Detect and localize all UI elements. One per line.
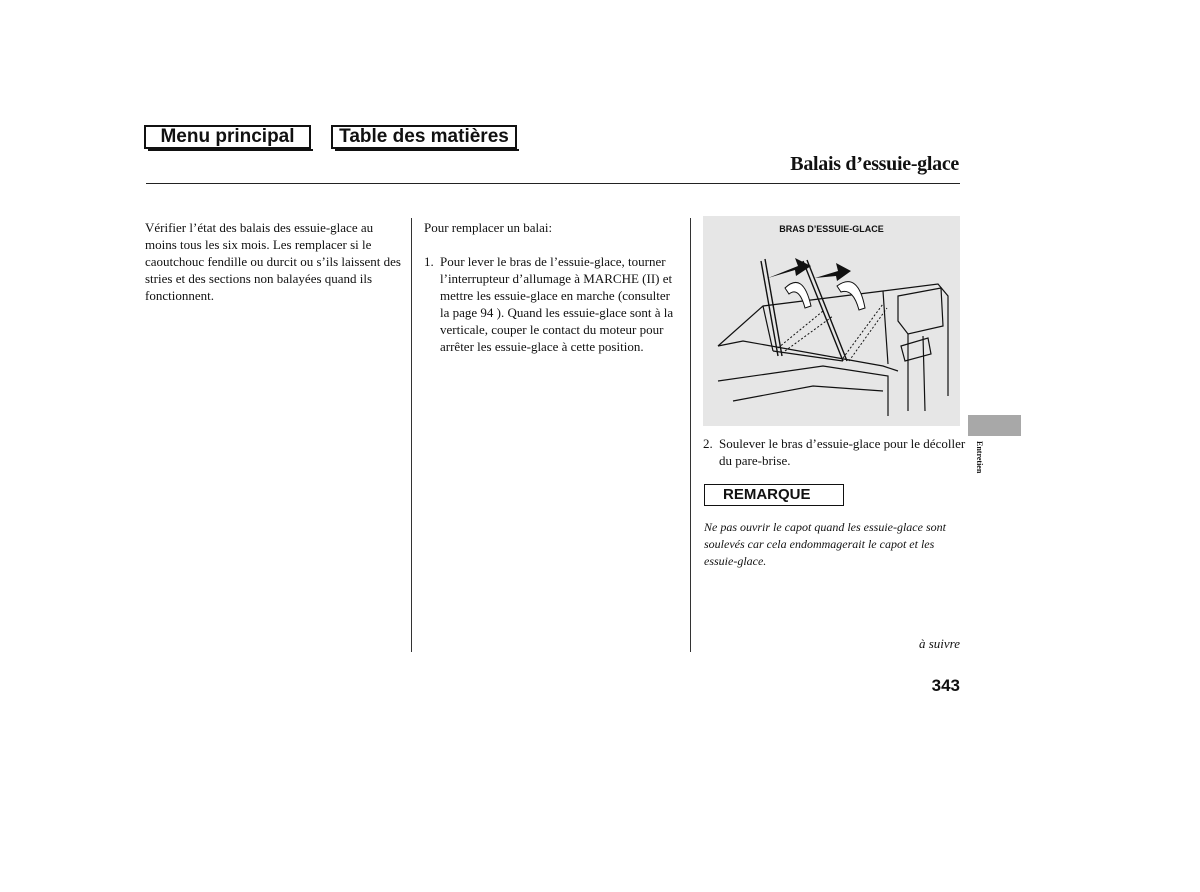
main-menu-button[interactable]: Menu principal	[144, 125, 311, 149]
replacement-column	[424, 219, 682, 355]
table-of-contents-button[interactable]: Table des matières	[331, 125, 517, 149]
column-divider	[690, 218, 691, 652]
continued-label: à suivre	[918, 636, 960, 651]
figure-label: BRAS D’ESSUIE-GLACE	[779, 224, 884, 234]
page-number: 343	[931, 676, 960, 695]
replacement-intro: Pour remplacer un balai:	[424, 220, 553, 235]
step-2	[703, 435, 977, 469]
note-heading: REMARQUE	[704, 484, 844, 506]
column-divider	[411, 218, 412, 652]
step-text: Soulever le bras d’essuie-glace pour le décoller du pare-brise.	[719, 436, 966, 468]
section-title: Balais d’essuie-glace	[790, 153, 959, 175]
wiper-arm-illustration	[703, 216, 960, 426]
note-text: Ne pas ouvrir le capot quand les essuie-glace sont soulevés car cela endommagerait le capot et les essuie-glace.	[704, 520, 946, 568]
step-number: 1.	[424, 254, 434, 269]
step-number: 2.	[703, 436, 713, 451]
header-divider	[146, 183, 960, 184]
section-tab-label: Entretien	[975, 441, 984, 474]
step-1	[424, 253, 682, 355]
step-text: Pour lever le bras de l’essuie-glace, tourner l’interrupteur d’allumage à MARCHE (II) et mettre les essuie-glace en marche (consulter la page 94 ). Quand les essuie-glace sont à la verticale, couper le contact du moteur pour arrêter les essuie-glace à cette position.	[440, 254, 674, 354]
section-tab	[968, 415, 1021, 436]
car-windshield-drawing	[703, 216, 960, 426]
inspection-paragraph: Vérifier l’état des balais des essuie-glace au moins tous les six mois. Les remplacer si le caoutchouc fendille ou durcit ou s’ils laissent des stries et des sections non balayées quand ils fonctionnent.	[145, 220, 401, 303]
